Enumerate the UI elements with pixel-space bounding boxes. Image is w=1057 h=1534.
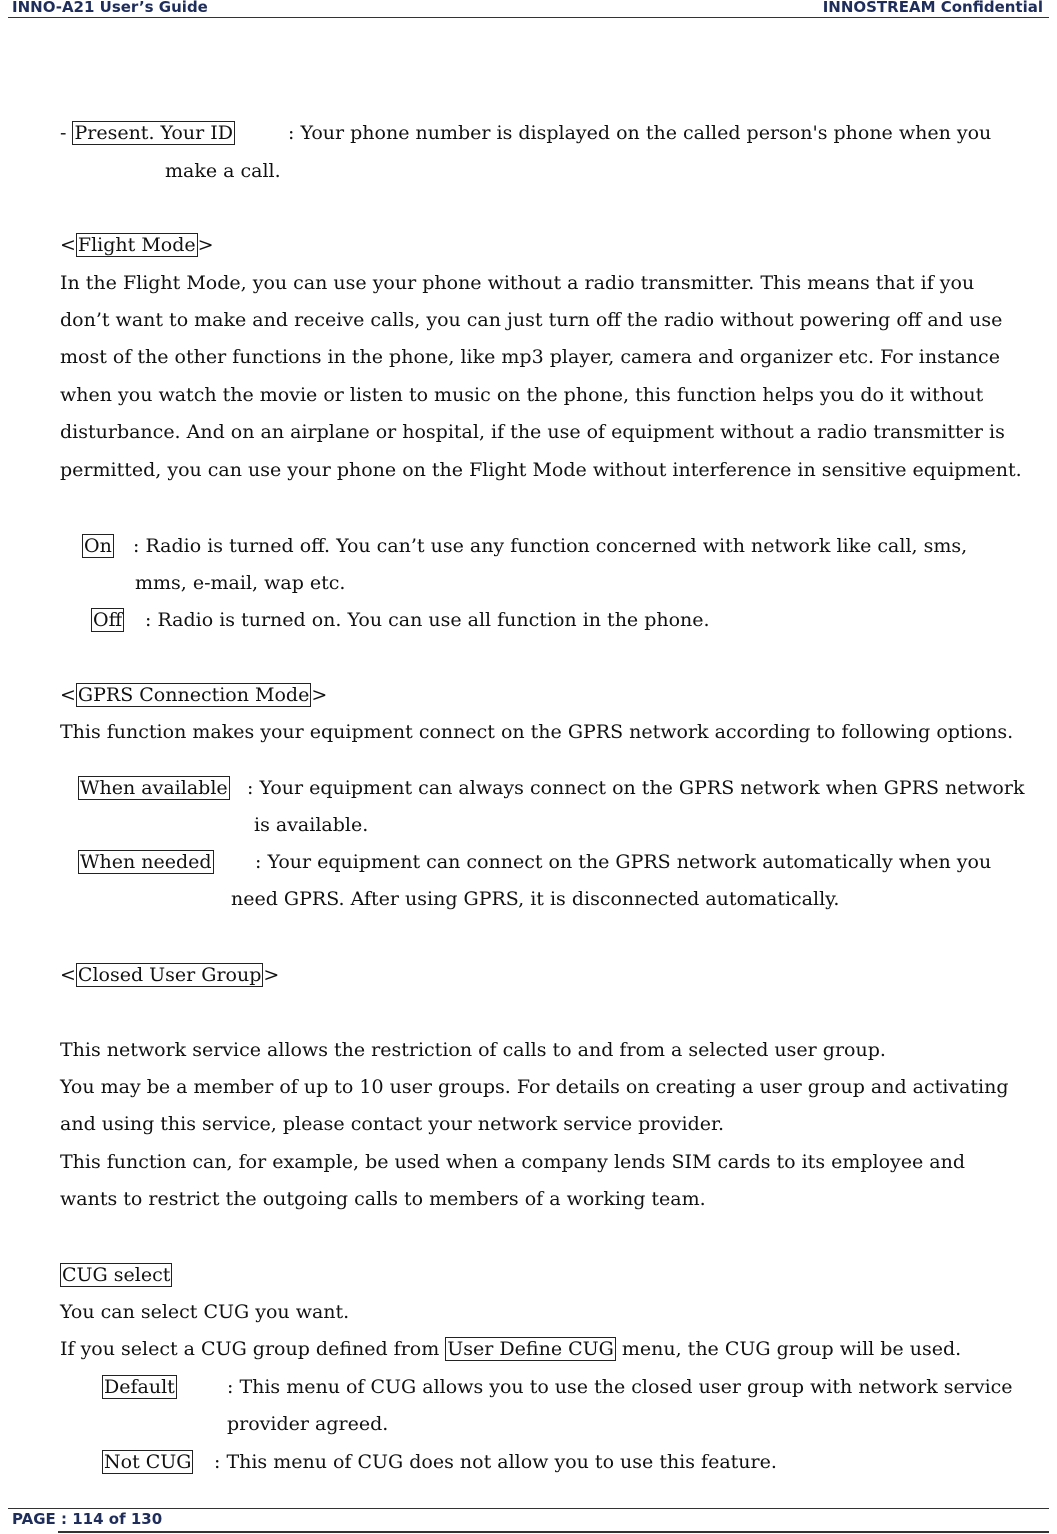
flight-on-desc-cont: mms, e-mail, wap etc. — [135, 572, 346, 594]
gprs-when-needed-label: When needed — [80, 851, 212, 873]
cug-heading: < Closed User Group > — [60, 964, 280, 986]
gprs-when-available-desc: : Your equipment can always connect on the GPRS network when GPRS network — [247, 777, 1025, 799]
cug-para-line: You may be a member of up to 10 user groups. For details on creating a user group and activating — [60, 1076, 1009, 1098]
cug-default-desc-cont: provider agreed. — [227, 1413, 389, 1435]
flight-on-label: On — [84, 535, 112, 557]
user-define-cug-label: User Define CUG — [447, 1338, 614, 1360]
flight-para-line: don’t want to make and receive calls, you can just turn off the radio without powering off and use — [60, 309, 1003, 331]
gprs-when-available-desc-cont: is available. — [254, 814, 369, 836]
cug-select-label: CUG select — [62, 1264, 171, 1286]
present-your-id-desc-cont: make a call. — [165, 160, 281, 182]
present-your-id-label: Present. Your ID — [74, 122, 233, 144]
flight-off-label: Off — [93, 609, 123, 631]
gprs-when-needed-desc-cont: need GPRS. After using GPRS, it is disconnected automatically. — [231, 888, 840, 910]
flight-on-desc: : Radio is turned off. You can’t use any function concerned with network like call, sms, — [133, 535, 968, 557]
present-your-id-row — [60, 121, 235, 145]
gprs-when-needed-desc: : Your equipment can connect on the GPRS network automatically when you — [255, 851, 992, 873]
flight-para-line: disturbance. And on an airplane or hospital, if the use of equipment without a radio transmitter is — [60, 421, 1005, 443]
dash: - — [60, 122, 73, 144]
page-number: PAGE : 114 of 130 — [12, 1510, 163, 1528]
cug-para-line: This function can, for example, be used when a company lends SIM cards to its employee and — [60, 1151, 966, 1173]
cug-not-cug-desc: : This menu of CUG does not allow you to use this feature. — [214, 1451, 777, 1473]
cug-not-cug-label: Not CUG — [104, 1451, 192, 1473]
footer-rule — [58, 1531, 1049, 1533]
gprs-intro: This function makes your equipment connect on the GPRS network according to following options. — [60, 721, 1014, 743]
cug-default-label: Default — [104, 1376, 175, 1398]
page-footer — [8, 1508, 1049, 1528]
gprs-when-available-label: When available — [80, 777, 228, 799]
header-left: INNO-A21 User’s Guide — [12, 0, 208, 16]
cug-para-line: wants to restrict the outgoing calls to members of a working team. — [60, 1188, 706, 1210]
cug-para-line: and using this service, please contact your network service provider. — [60, 1113, 725, 1135]
cug-define-line: If you select a CUG group defined from User Define CUG menu, the CUG group will be used. — [60, 1338, 962, 1360]
cug-select-desc: You can select CUG you want. — [60, 1301, 350, 1323]
flight-mode-heading: < Flight Mode > — [60, 234, 214, 256]
cug-default-desc: : This menu of CUG allows you to use the closed user group with network service — [227, 1376, 1013, 1398]
flight-para-line: permitted, you can use your phone on the Flight Mode without interference in sensitive equipment. — [60, 459, 1022, 481]
present-your-id-desc: : Your phone number is displayed on the called person's phone when you — [288, 122, 992, 144]
header-right: INNOSTREAM Confidential — [822, 0, 1043, 16]
flight-off-desc: : Radio is turned on. You can use all function in the phone. — [145, 609, 710, 631]
cug-para-line: This network service allows the restriction of calls to and from a selected user group. — [60, 1039, 886, 1061]
page-header — [8, 0, 1049, 18]
gprs-heading: < GPRS Connection Mode > — [60, 684, 328, 706]
flight-para-line: In the Flight Mode, you can use your phone without a radio transmitter. This means that if you — [60, 272, 975, 294]
flight-para-line: most of the other functions in the phone, like mp3 player, camera and organizer etc. For instance — [60, 346, 1000, 368]
flight-para-line: when you watch the movie or listen to music on the phone, this function helps you do it without — [60, 384, 984, 406]
